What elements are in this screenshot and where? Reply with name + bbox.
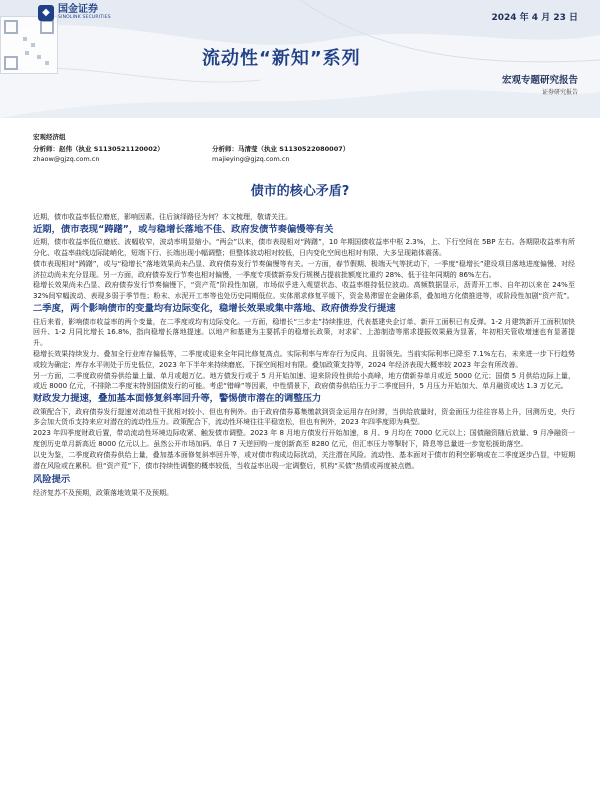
qr-code [0,16,58,74]
section-1-paragraph: 近期，债市收益率低位磨底、波幅收窄，波动率明显缩小。“两会”以来，债市表现相对“踌躇”，10 年期国债收益率中枢 2.3%，上、下行空间在 5BP 左右。各期限收益率有所分化、收益率曲线边际陡峭化，短端下行、长端出现小幅调整；但整体波动相对较低，日内变化空间也相对有限、大多呈现箱体震荡。 [33,238,575,258]
logo-name-cn: 国金证券 [58,4,98,15]
series-title: 流动性“新知”系列 [202,48,361,69]
analyst-1-email[interactable]: zhaow@gjzq.com.cn [33,155,100,163]
report-subtype: 证券研究报告 [541,89,578,96]
report-title: 债市的核心矛盾? [250,184,350,199]
analyst-1-name: 分析师：赵伟（执业 S1130521120002） [33,145,164,153]
analyst-2-email[interactable]: majieying@gjzq.com.cn [212,155,290,163]
report-body [33,212,575,499]
intro-paragraph: 近期，债市收益率低位磨底，影响因素、往后演绎路径为何？本文梳理，敬请关注。 [33,213,292,221]
section-1-paragraph: 债市表现相对“踌躇”，或与“稳增长”落地效果尚未凸显、政府债券发行节奏偏慢等有关。一方面，春节假期、极端天气等扰动下，一季度“稳增长”建设项目落地进度偏慢、对经济拉动尚未充分显现。另一方面，政府债券发行节奏也相对偏慢，一季度专项债新券发行规模占提前批额度比重约 28%、低于往年同期的 86%左右。 [33,259,575,279]
section-3-heading: 财政发力提速，叠加基本面修复斜率回升等，警惕债市潜在的调整压力 [33,393,322,405]
section-1-paragraph: 稳增长效果尚未凸显、政府债券发行节奏偏慢下，“资产荒”阶段性加剧，市场似乎进入观望状态、收益率维持低位波动。高频数据显示，沥青开工率、自年初以来在 24%至 32%间窄幅波动、表现多弱于季节性；粉末、水泥开工率等也处历史同期低位。实体需求修复平缓下，资金易滞留在金融体系，叠加地方化债推进等，或阶段性加剧“资产荒”。 [33,281,575,301]
analyst-1 [33,144,164,164]
section-2-heading: 二季度，两个影响债市的变量均有边际变化，稳增长效果或集中落地、政府债券发行提速 [33,303,396,315]
report-type: 宏观专题研究报告 [501,75,578,86]
company-logo [38,4,111,21]
risk-text: 经济复苏不及预期，政策落地效果不及预期。 [33,488,173,497]
analyst-2 [212,144,349,164]
section-3-paragraph: 2023 年四季度财政后置，带动流动性环境边际收紧、触发债市调整。2023 年 8 月地方债发行开始加速，8 月、9 月均在 7000 亿元以上；国债融资随后放量、9 月净融资一度创历史单月新高近 8000 亿元以上。虽然公开市场加码、单日 7 天逆回购一度创新高至 8280 亿元，但汇率压力等掣肘下，降息等总量进一步宽松援助落空。 [33,429,575,449]
logo-name-en: SINOLINK SECURITIES [58,15,111,20]
section-1-heading: 近期，债市表现“踌躇”，或与稳增长落地不佳、政府发债节奏偏慢等有关 [33,223,334,235]
risk-heading: 风险提示 [33,474,71,486]
section-3-paragraph: 政策配合下，政府债券发行提速对流动性干扰相对较小、但也有例外。由于政府债券募集缴款到资金运用存在时滞，当供给放量时，资金面压力往往容易上升，回测历史，央行多会加大货币支持来应对潜在的流动性压力。政策配合下，流动性环境往往平稳宽松，但也有例外，2023 年四季度即为典型。 [33,407,575,427]
analyst-2-name: 分析师：马清莹（执业 S1130522080007） [212,145,350,153]
section-2-paragraph: 往后来看，影响债市收益率的两个变量，在二季度或均有边际变化。一方面，稳增长“三步走”持续推进，代表基建央企订单、新开工面积已有反弹。1-2 月建筑新开工面积加快回升、1-2 月同比增长 16.8%，指向稳增长落地提速。以地产和基建为主要抓手的稳增长政策，对求矿、上游制造等需求提振效果最为显著，年初相关管收增速也有显著提升。 [33,317,575,348]
logo-icon: ◆ [38,5,54,21]
section-2-paragraph: 稳增长效果持续发力、叠加全行业库存偏低等，二季度或迎来全年同比修复高点。实际利率与库存行为反向、且弱领先。当前实际利率已降至 7.1%左右，未来进一步下行趋势或较为确定；库存水平则处于历史低位，2023 年下半年来持续磨底、下探空间相对有限。叠加政策支持等，2024 年经济表现大概率较 2023 年会有所改善。 [33,349,575,369]
section-3-paragraph: 以史为鉴，二季度政府债券供给上量，叠加基本面修复斜率回升等，或对债市构成边际扰动，关注潜在风险。流动性、基本面对于债市的利空影响或在二季度逐步凸显，中短期潜在风险或在累积。但“资产荒”下，债市持续性调整的概率较低，当收益率出现一定调整后，机构“买债”热情或再度被点燃。 [33,450,575,470]
report-header [0,0,600,118]
section-2-paragraph: 另一方面，二季度政府债券供给量上量、单月或超万亿。地方债发行或于 5 月开始加速、迎来阶段性供给小高峰，地方债新券单月或近 5000 亿元；国债 5 月供给边际上量，或近 8000 亿元，不排除二季度末特别国债发行的可能。考虑“错峰”等因素，中性情景下，政府债券供给压力于二季度回升，5 月压力开始加大、单月融资或达 1.3 万亿元。 [33,371,575,391]
research-group: 宏观经济组 [33,133,66,141]
report-date: 2024 年 4 月 23 日 [491,13,578,23]
